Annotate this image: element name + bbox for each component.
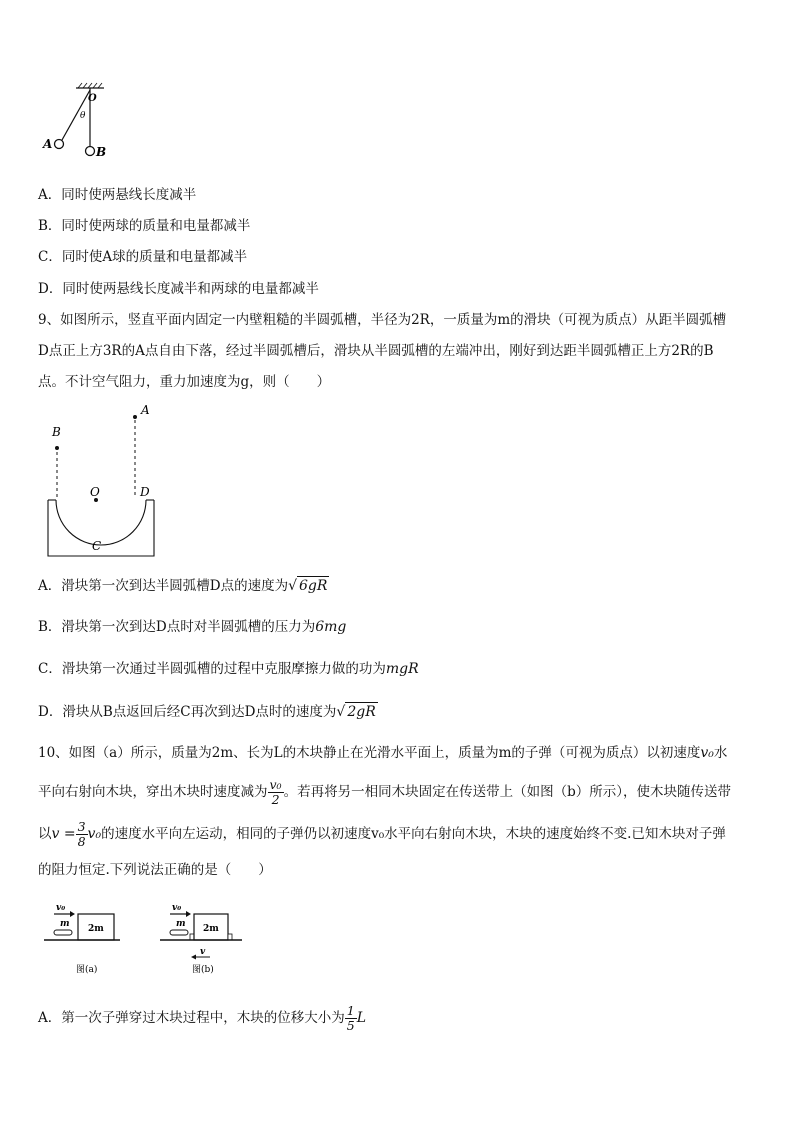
groove-label-d: D bbox=[140, 485, 150, 499]
q9-option-d-text: D．滑块从B点返回后经C再次到达D点时的速度为 bbox=[38, 704, 337, 720]
q9-option-a-text: A．滑块第一次到达半圆弧槽D点的速度为 bbox=[38, 578, 289, 594]
q8-option-d: D．同时使两悬线长度减半和两球的电量都减半 bbox=[38, 281, 319, 297]
pendulum-label-a: A bbox=[43, 137, 53, 151]
q10-line3-v0: v₀ bbox=[87, 826, 102, 842]
q9-stem-line2: D点正上方3R的A点自由下落，经过半圆弧槽后，滑块从半圆弧槽的左端冲出，刚好到达距半圆弧槽正上方2R的B bbox=[38, 343, 714, 359]
sqrt-2gr: √ 2gR bbox=[336, 704, 376, 720]
pendulum-label-o: O bbox=[88, 93, 97, 104]
q9-stem-line1: 9、如图所示，竖直平面内固定一内壁粗糙的半圆弧槽，半径为2R，一质量为m的滑块（可视为质点）从距半圆弧槽 bbox=[38, 312, 727, 328]
q10-line3-eq: v = bbox=[51, 826, 76, 842]
pendulum-label-b: B bbox=[96, 145, 107, 159]
q9-stem-line3: 点。不计空气阻力，重力加速度为g，则（ ） bbox=[38, 374, 331, 390]
q10-line2-num: v₀ bbox=[269, 777, 282, 792]
q9-option-a-math: 6gR bbox=[299, 578, 328, 594]
fig-a-v0: v₀ bbox=[56, 903, 66, 913]
figure-b bbox=[156, 898, 248, 978]
q10-line1b: 水 bbox=[713, 745, 728, 761]
q10-stem-line3 bbox=[38, 820, 760, 849]
fig-b-v0: v₀ bbox=[172, 903, 182, 913]
fig-b-m: m bbox=[176, 919, 186, 929]
q8-option-c: C．同时使A球的质量和电量都减半 bbox=[38, 249, 248, 265]
q10-option-a bbox=[38, 1004, 366, 1033]
q10-line2-den: 2 bbox=[271, 792, 280, 807]
q8-option-b: B．同时使两球的质量和电量都减半 bbox=[38, 218, 251, 234]
figure-a bbox=[40, 898, 124, 978]
q10-option-a-text: A．第一次子弹穿过木块过程中，木块的位移大小为 bbox=[38, 1010, 345, 1026]
q9-option-c-math: mgR bbox=[385, 661, 419, 677]
q10-line2b: 。若再将另一相同木块固定在传送带上（如图（b）所示），使木块随传送带 bbox=[283, 784, 731, 800]
fig-b-block: 2m bbox=[203, 924, 219, 934]
pendulum-figure bbox=[38, 82, 110, 164]
q9-option-c bbox=[38, 660, 419, 678]
fig-a-m: m bbox=[60, 919, 70, 929]
q10-line3a: 以 bbox=[38, 826, 52, 842]
q10-line1-v0: v₀ bbox=[700, 745, 714, 761]
q10-stem-line1 bbox=[38, 744, 760, 762]
q10-option-a-fraction bbox=[345, 1004, 357, 1033]
q10-stem-line4: 的阻力恒定.下列说法正确的是（ ） bbox=[38, 862, 272, 878]
groove-label-a: A bbox=[141, 403, 150, 417]
q10-line3-fraction bbox=[76, 820, 88, 849]
fig-a-caption: 图(a) bbox=[76, 965, 98, 975]
q9-option-b-text: B．滑块第一次到达D点时对半圆弧槽的压力为 bbox=[38, 619, 316, 635]
q10-option-a-num: 1 bbox=[346, 1003, 355, 1018]
groove-label-c: C bbox=[92, 539, 102, 553]
q10-line3-den: 8 bbox=[77, 834, 86, 849]
q10-stem-line2 bbox=[38, 778, 760, 807]
sqrt-6gr: √ 6gR bbox=[288, 578, 328, 594]
q8-option-a: A．同时使两悬线长度减半 bbox=[38, 187, 197, 203]
q10-line2-fraction bbox=[268, 778, 284, 807]
q10-option-a-l: L bbox=[356, 1010, 366, 1026]
groove-label-o: O bbox=[90, 485, 100, 499]
q10-line1a: 10、如图（a）所示，质量为2m、长为L的木块静止在光滑水平面上，质量为m的子弹（可视为质点）以初速度 bbox=[38, 745, 701, 761]
q9-option-b bbox=[38, 618, 346, 636]
pendulum-label-theta: θ bbox=[80, 111, 86, 121]
groove-label-b: B bbox=[52, 425, 61, 439]
q9-option-d-math: 2gR bbox=[347, 704, 376, 720]
fig-b-caption: 图(b) bbox=[192, 965, 214, 975]
q10-line3b: 的速度水平向左运动，相同的子弹仍以初速度v₀水平向右射向木块，木块的速度始终不变.已知木块对子弹 bbox=[101, 826, 726, 842]
fig-b-v: v bbox=[200, 947, 206, 957]
q9-option-c-text: C．滑块第一次通过半圆弧槽的过程中克服摩擦力做的功为 bbox=[38, 661, 386, 677]
q9-option-b-math: 6mg bbox=[315, 619, 347, 635]
q10-line2a: 平向右射向木块，穿出木块时速度减为 bbox=[38, 784, 268, 800]
q9-option-d bbox=[38, 702, 378, 721]
q9-option-a bbox=[38, 576, 329, 595]
q10-option-a-den: 5 bbox=[346, 1018, 355, 1033]
groove-figure bbox=[40, 400, 164, 560]
fig-a-block: 2m bbox=[88, 924, 104, 934]
q10-line3-num: 3 bbox=[77, 819, 86, 834]
